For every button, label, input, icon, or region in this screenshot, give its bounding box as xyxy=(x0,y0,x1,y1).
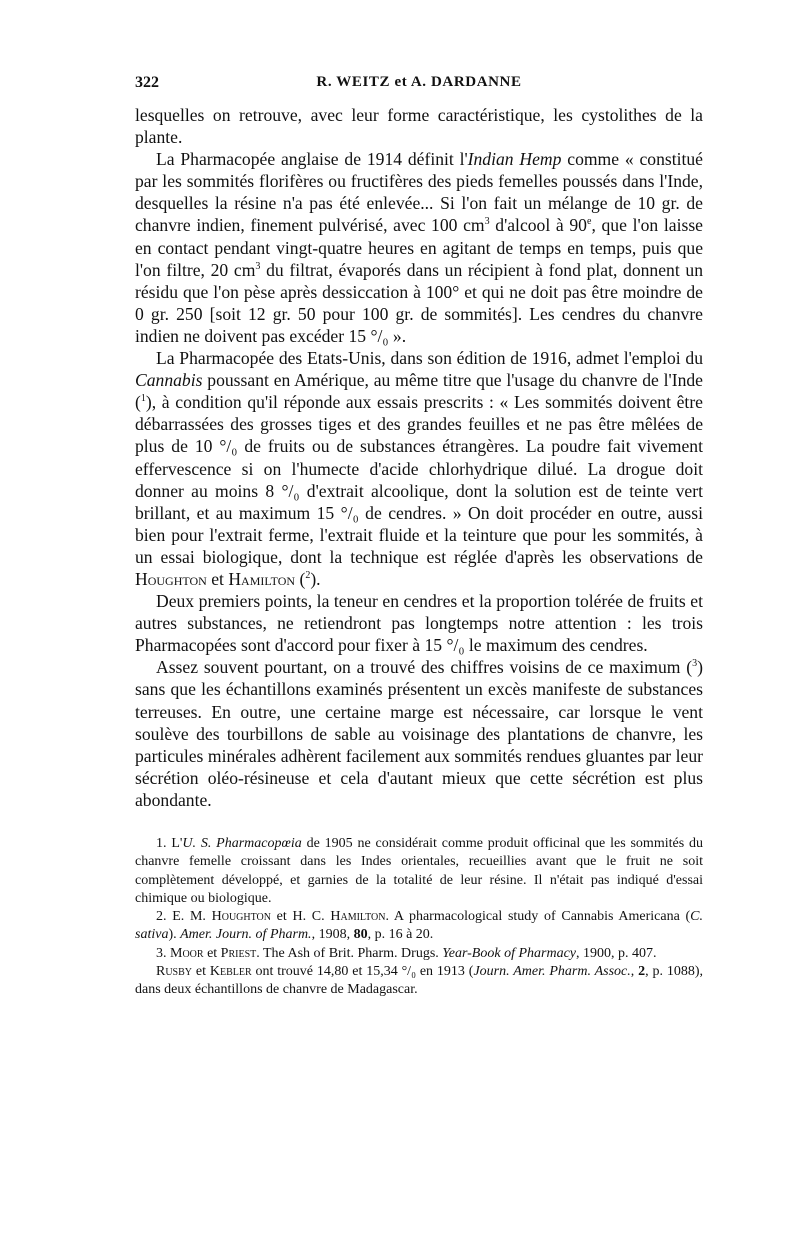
text-run: Assez souvent pourtant, on a trouvé des chiffres voisins de ce maximum ( xyxy=(156,657,693,678)
footnote-ref: 3 xyxy=(255,260,261,272)
text-run: , que l'on laisse en contact pendant vingt-quatre heures en agitant de temps en temps, puis que l'on filtre, 20 cm xyxy=(135,215,703,280)
text-run: lesquelles on retrouve, avec leur forme caractéristique, les cystolithes de la plante. xyxy=(135,105,703,148)
text-run: 2. E. M. xyxy=(156,909,212,925)
text-run: C. sativa xyxy=(135,909,703,943)
text-run: 2 xyxy=(638,964,646,980)
text-run: et xyxy=(203,945,221,961)
text-run: . A pharmacological study of Cannabis Americana ( xyxy=(385,909,691,925)
text-run: Houghton xyxy=(211,909,271,925)
paragraph xyxy=(135,590,703,656)
footnote xyxy=(135,963,703,1000)
paragraph xyxy=(135,656,703,811)
text-run: . The Ash of Brit. Pharm. Drugs. xyxy=(256,945,443,961)
text-run: Amer. Journ. of Pharm. xyxy=(180,927,312,943)
text-run: , xyxy=(630,964,639,980)
text-run: d'alcool à 90 xyxy=(489,215,587,236)
text-run: et xyxy=(206,568,229,589)
footnote xyxy=(135,945,703,963)
text-run: Kebler xyxy=(209,964,252,980)
footnote-ref: 1 xyxy=(140,393,146,405)
page-number: 322 xyxy=(135,74,159,91)
text-run: 1. L' xyxy=(156,836,183,851)
text-run: 3. xyxy=(156,945,170,961)
text-run: ). xyxy=(310,568,321,589)
footnote-ref: 3 xyxy=(484,216,490,228)
text-run: La Pharmacopée des Etats-Unis, dans son édition de 1916, admet l'emploi du xyxy=(156,348,703,369)
footnote-ref: 3 xyxy=(692,658,698,670)
footnote-ref: e xyxy=(586,216,592,228)
text-run: 80 xyxy=(353,927,368,943)
footnotes xyxy=(135,835,703,1000)
text-run: Indian Hemp xyxy=(467,149,562,170)
text-run: , p. 16 à 20. xyxy=(367,927,434,943)
text-run: , 1908, xyxy=(311,927,354,943)
text-run: , 1900, p. 407. xyxy=(576,945,657,961)
text-run: du filtrat, évaporés dans un récipient à fond plat, donnent un résidu que l'on pèse après dessiccation à 100° et qui ne doit pas être moindre de 0 gr. 250 [soit 12 gr. 50 pour 100 gr. de sommités]. Les cendres du chanvre indien ne doivent pas excéder 15 °/₀ ». xyxy=(135,259,703,346)
text-run: comme « constitué par les sommités florifères ou fructifères des pieds femelles poussés dans l'Inde, desquelles la résine n'a pas été enlevée... Si l'on fait un mélange de 10 gr. de chanvre indien, finement pulvérisé, avec 100 cm xyxy=(135,149,703,236)
footnote xyxy=(135,908,703,945)
running-title: R. WEITZ et A. DARDANNE xyxy=(316,74,522,90)
text-run: U. S. Pharmacopœia xyxy=(182,836,302,851)
text-run: ( xyxy=(295,568,306,589)
text-run: Deux premiers points, la teneur en cendres et la proportion tolérée de fruits et autres substances, ne retiendront pas longtemps notre attention : les trois Pharmacopées sont d'accord pour fixer à 15 °/₀ le maximum des cendres. xyxy=(135,591,703,656)
text-run: Journ. Amer. Pharm. Assoc. xyxy=(473,964,631,980)
text-run: ), à condition qu'il réponde aux essais prescrits : « Les sommités doivent être débarrassées des grosses tiges et des grandes feuilles et ne pas être mêlées de plus de 10 °/₀ de fruits ou de substances étrangères. La poudre fait vivement effervescence si on l'humecte d'acide chlorhydrique dilué. La drogue doit donner au moins 8 °/₀ d'extrait alcoolique, dont la solution est de teinte vert brillant, et au maximum 15 °/₀ de cendres. » On doit procéder en outre, aussi bien pour l'extrait ferme, l'extrait fluide et la teinture que pour les sommités, à un essai biologique, dont la technique est réglée d'après les observations de xyxy=(135,392,703,567)
page xyxy=(135,74,703,1000)
text-run: et H. C. xyxy=(270,909,331,925)
text-run: ). xyxy=(168,927,181,943)
text-run: Priest xyxy=(220,945,257,961)
text-run: , p. 1088), dans deux échantillons de chanvre de Madagascar. xyxy=(135,964,704,998)
text-run: ont trouvé 14,80 et 15,34 °/₀ en 1913 ( xyxy=(251,964,474,980)
text-run: Hamilton xyxy=(330,909,386,925)
text-run: Rusby xyxy=(156,964,193,980)
paragraph xyxy=(135,347,703,590)
text-run: La Pharmacopée anglaise de 1914 définit l' xyxy=(156,149,468,170)
footnote-ref: 2 xyxy=(305,570,311,582)
page-header xyxy=(135,74,703,98)
text-run: Year-Book of Pharmacy xyxy=(442,945,577,961)
footnote xyxy=(135,835,703,908)
text-run: Hamilton xyxy=(228,568,296,589)
paragraph xyxy=(135,148,703,347)
body-text xyxy=(135,104,703,811)
text-run: poussant en Amérique, au même titre que l'usage du chanvre de l'Inde ( xyxy=(135,370,703,413)
text-run: Cannabis xyxy=(135,370,203,391)
paragraph xyxy=(135,104,703,148)
text-run: Houghton xyxy=(135,568,207,589)
text-run: Moor xyxy=(170,945,204,961)
text-run: de 1905 ne considérait comme produit officinal que les sommités du chanvre femelle croissant dans les Indes orientales, recueillies avant que le fruit ne soit complètement développé, et garnies de la totalité de leur résine. Il n'était pas indiqué d'essai chimique ou biologique. xyxy=(135,836,703,906)
text-run: ) sans que les échantillons examinés présentent un excès manifeste de substances terreuses. En outre, une certaine marge est nécessaire, car lorsque le vent soulève des tourbillons de sable au voisinage des plantations de chanvre, les particules minérales adhèrent facilement aux sommités rendues gluantes par leur sécrétion oléo-résineuse et cela d'autant mieux que cette sécrétion est plus abondante. xyxy=(135,657,703,810)
text-run: et xyxy=(192,964,210,980)
